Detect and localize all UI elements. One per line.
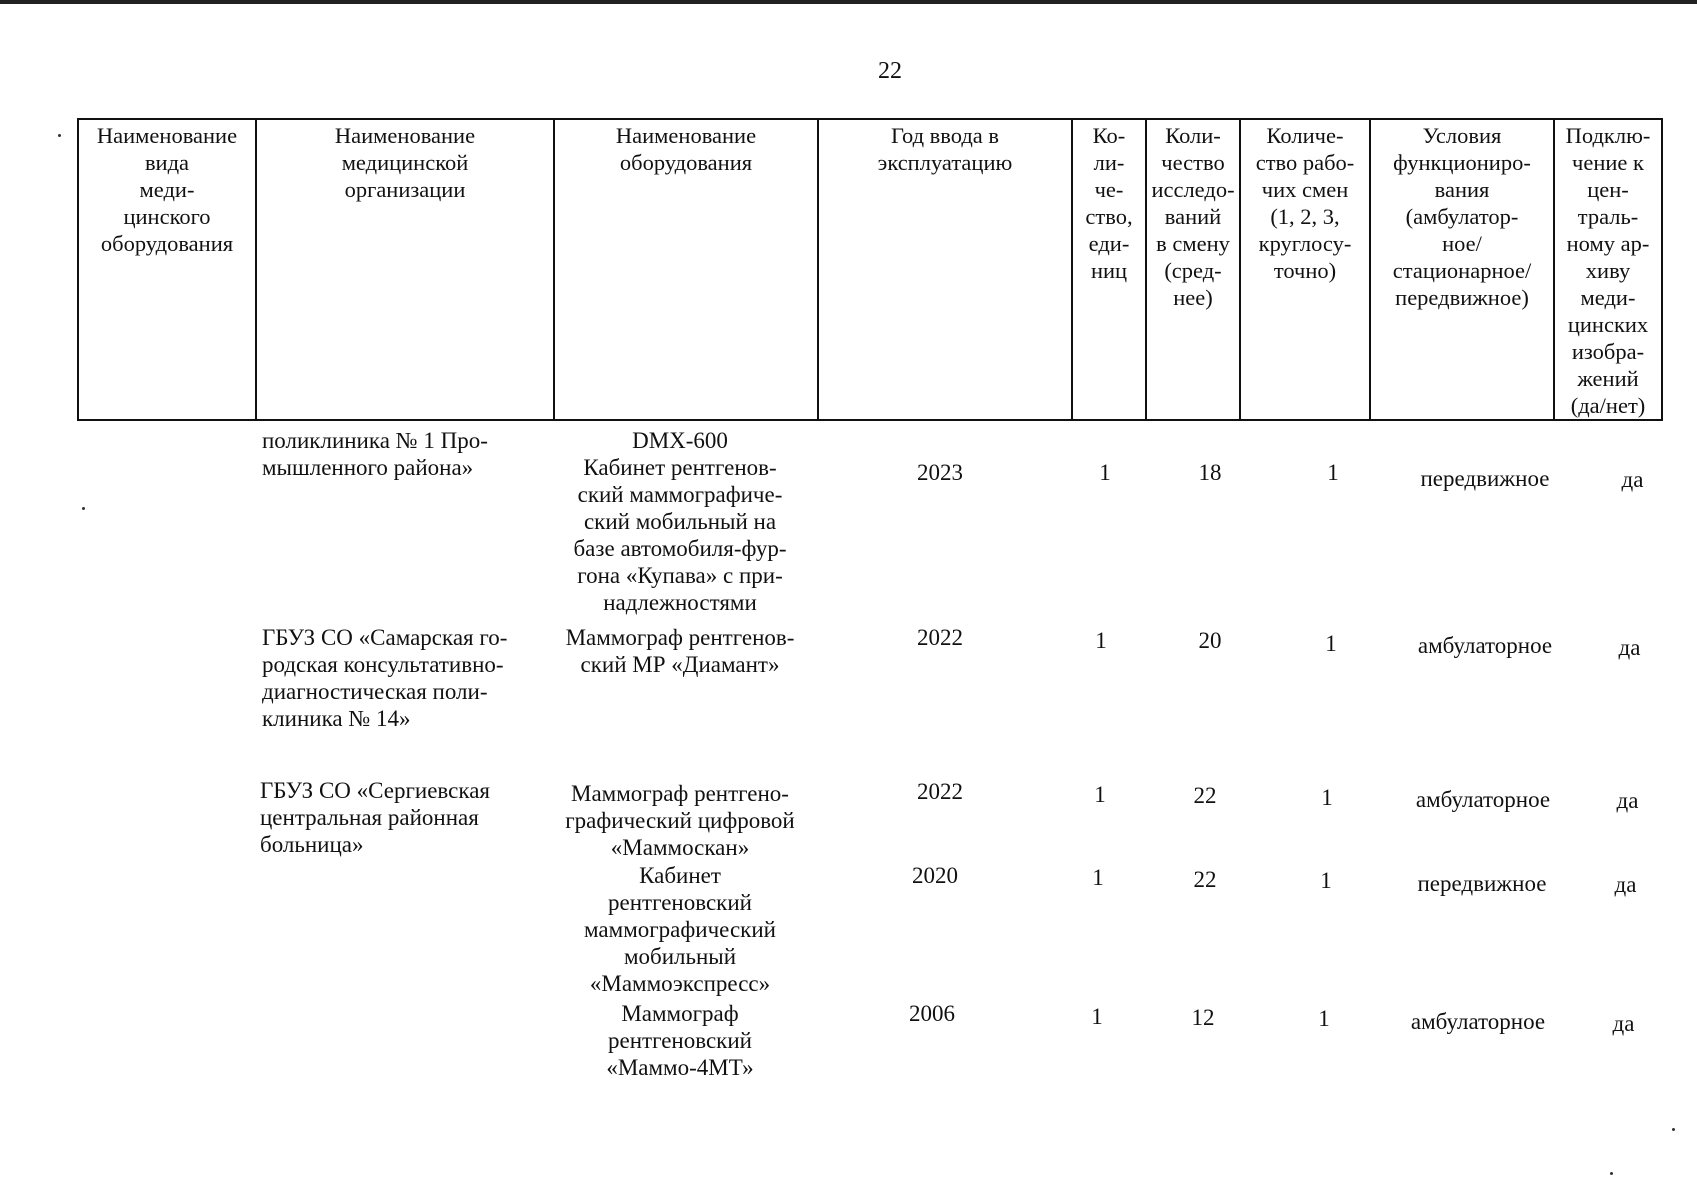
text-line: ский мобильный на	[583, 509, 777, 534]
text-line: больница»	[260, 832, 364, 857]
cell-organization	[262, 624, 507, 732]
cell-archive: да	[1612, 1011, 1635, 1036]
text-line: ГБУЗ СО «Сергиевская	[260, 778, 490, 803]
cell-conditions: амбулаторное	[1415, 787, 1551, 812]
text-line: Ко-	[1092, 123, 1126, 148]
text-line: Условия	[1422, 123, 1502, 148]
header-row	[78, 119, 1662, 420]
text-line: траль-	[1577, 204, 1639, 229]
cell-quantity: 1	[1091, 1004, 1103, 1029]
cell-shifts: 1	[1320, 868, 1332, 893]
text-line: Количе-	[1266, 123, 1344, 148]
cell-archive: да	[1616, 788, 1639, 813]
cell-shifts: 1	[1318, 1006, 1330, 1031]
text-line: еди-	[1088, 231, 1130, 256]
text-line: ваний	[1164, 204, 1222, 229]
scan-speck	[1672, 1128, 1675, 1131]
text-line: диагностическая поли-	[262, 679, 488, 704]
scan-speck	[1610, 1172, 1613, 1175]
cell-quantity: 1	[1092, 865, 1104, 890]
text-line: ли-	[1093, 150, 1125, 175]
text-line: Наименование	[615, 123, 757, 148]
text-line: исследо-	[1151, 177, 1235, 202]
text-line: базе автомобиля-фур-	[573, 536, 787, 561]
cell-year: 2022	[917, 625, 963, 650]
header-equipment-name	[554, 119, 818, 420]
header-year	[818, 119, 1072, 420]
text-line: точно)	[1273, 258, 1337, 283]
cell-quantity: 1	[1095, 628, 1107, 653]
cell-equipment	[545, 862, 815, 997]
text-line: мышленного района»	[262, 455, 474, 480]
text-line: цинских	[1567, 312, 1649, 337]
header-archive	[1554, 119, 1662, 420]
text-line: ное/	[1442, 231, 1482, 256]
header-equipment-type	[78, 119, 256, 420]
text-line: изобра-	[1571, 339, 1645, 364]
text-line: оборудования	[100, 231, 234, 256]
cell-equipment	[545, 780, 815, 861]
text-line: ский МР «Диамант»	[580, 652, 780, 677]
cell-equipment	[545, 1000, 815, 1081]
text-line: DMX-600	[632, 428, 728, 453]
table-header	[77, 118, 1663, 421]
text-line: нее)	[1173, 285, 1213, 310]
text-line: меди-	[1580, 285, 1636, 310]
cell-organization	[262, 427, 488, 481]
cell-archive: да	[1621, 467, 1644, 492]
text-line: Кабинет	[639, 863, 721, 888]
text-line: ство,	[1085, 204, 1133, 229]
text-line: стационарное/	[1392, 258, 1532, 283]
text-line: Коли-	[1165, 123, 1221, 148]
text-line: в смену	[1156, 231, 1230, 256]
header-quantity	[1072, 119, 1146, 420]
text-line: «Маммо-4МТ»	[606, 1055, 754, 1080]
cell-shifts: 1	[1327, 460, 1339, 485]
cell-year: 2023	[917, 460, 963, 485]
text-line: чих смен	[1261, 177, 1349, 202]
top-rule	[0, 0, 1697, 4]
cell-equipment	[545, 624, 815, 678]
text-line: Подклю-	[1565, 123, 1651, 148]
header-shifts	[1240, 119, 1370, 420]
text-line: клиника № 14»	[262, 706, 411, 731]
cell-year: 2020	[912, 863, 958, 888]
text-line: вида	[144, 150, 190, 175]
text-line: «Маммоскан»	[610, 835, 750, 860]
cell-studies: 20	[1198, 628, 1222, 653]
cell-archive: да	[1618, 635, 1641, 660]
cell-conditions: амбулаторное	[1417, 633, 1553, 658]
cell-conditions: амбулаторное	[1410, 1009, 1546, 1034]
text-line: чение к	[1572, 150, 1644, 175]
text-line: «Маммоэкспресс»	[589, 971, 771, 996]
text-line: медицинской	[341, 150, 469, 175]
text-line: круглосу-	[1258, 231, 1352, 256]
text-line: ГБУЗ СО «Самарская го-	[262, 625, 508, 650]
text-line: поликлиника № 1 Про-	[262, 428, 488, 453]
text-line: родская консультативно-	[262, 652, 504, 677]
text-line: че-	[1094, 177, 1124, 202]
text-line: функциониро-	[1393, 150, 1531, 175]
text-line: Маммограф	[621, 1001, 739, 1026]
text-line: маммографический	[584, 917, 776, 942]
text-line: рентгеновский	[608, 1028, 752, 1053]
text-line: центральная районная	[260, 805, 479, 830]
text-line: мобильный	[623, 944, 737, 969]
text-line: Год ввода в	[890, 123, 1000, 148]
cell-studies: 22	[1193, 783, 1217, 808]
cell-quantity: 1	[1094, 782, 1106, 807]
header-conditions	[1370, 119, 1554, 420]
text-line: чество	[1161, 150, 1225, 175]
text-line: (да/нет)	[1570, 393, 1646, 418]
text-line: Маммограф рентгенов-	[565, 625, 795, 650]
cell-equipment	[545, 427, 815, 616]
text-line: графический цифровой	[565, 808, 795, 833]
text-line: вания	[1434, 177, 1490, 202]
scan-speck	[82, 507, 85, 510]
text-line: рентгеновский	[608, 890, 752, 915]
text-line: ство рабо-	[1255, 150, 1355, 175]
text-line: ниц	[1090, 258, 1128, 283]
text-line: ский маммографиче-	[577, 482, 783, 507]
cell-quantity: 1	[1099, 460, 1111, 485]
cell-year: 2022	[917, 779, 963, 804]
text-line: передвижное)	[1395, 285, 1529, 310]
text-line: (амбулатор-	[1405, 204, 1519, 229]
cell-year: 2006	[909, 1001, 955, 1026]
cell-studies: 18	[1198, 460, 1222, 485]
cell-shifts: 1	[1321, 785, 1333, 810]
text-line: цинского	[123, 204, 211, 229]
text-line: Наименование	[334, 123, 476, 148]
cell-archive: да	[1614, 872, 1637, 897]
text-line: жений	[1577, 366, 1639, 391]
cell-organization	[260, 777, 490, 858]
text-line: Наименование	[96, 123, 238, 148]
text-line: организации	[344, 177, 466, 202]
cell-studies: 22	[1193, 867, 1217, 892]
cell-conditions: передвижное	[1420, 466, 1550, 491]
text-line: эксплуатацию	[877, 150, 1013, 175]
text-line: (1, 2, 3,	[1270, 204, 1340, 229]
text-line: надлежностями	[603, 590, 757, 615]
page-number: 22	[878, 58, 902, 84]
text-line: Кабинет рентгенов-	[583, 455, 777, 480]
text-line: Маммограф рентгено-	[571, 781, 789, 806]
cell-shifts: 1	[1325, 631, 1337, 656]
cell-conditions: передвижное	[1417, 871, 1547, 896]
text-line: оборудования	[619, 150, 753, 175]
header-studies-per-shift	[1146, 119, 1240, 420]
cell-studies: 12	[1191, 1005, 1215, 1030]
text-line: гона «Купава» с при-	[577, 563, 783, 588]
header-organization	[256, 119, 554, 420]
scan-speck	[58, 134, 61, 137]
text-line: цен-	[1587, 177, 1629, 202]
text-line: (сред-	[1164, 258, 1222, 283]
text-line: ному ар-	[1566, 231, 1650, 256]
text-line: хиву	[1585, 258, 1631, 283]
text-line: меди-	[139, 177, 195, 202]
